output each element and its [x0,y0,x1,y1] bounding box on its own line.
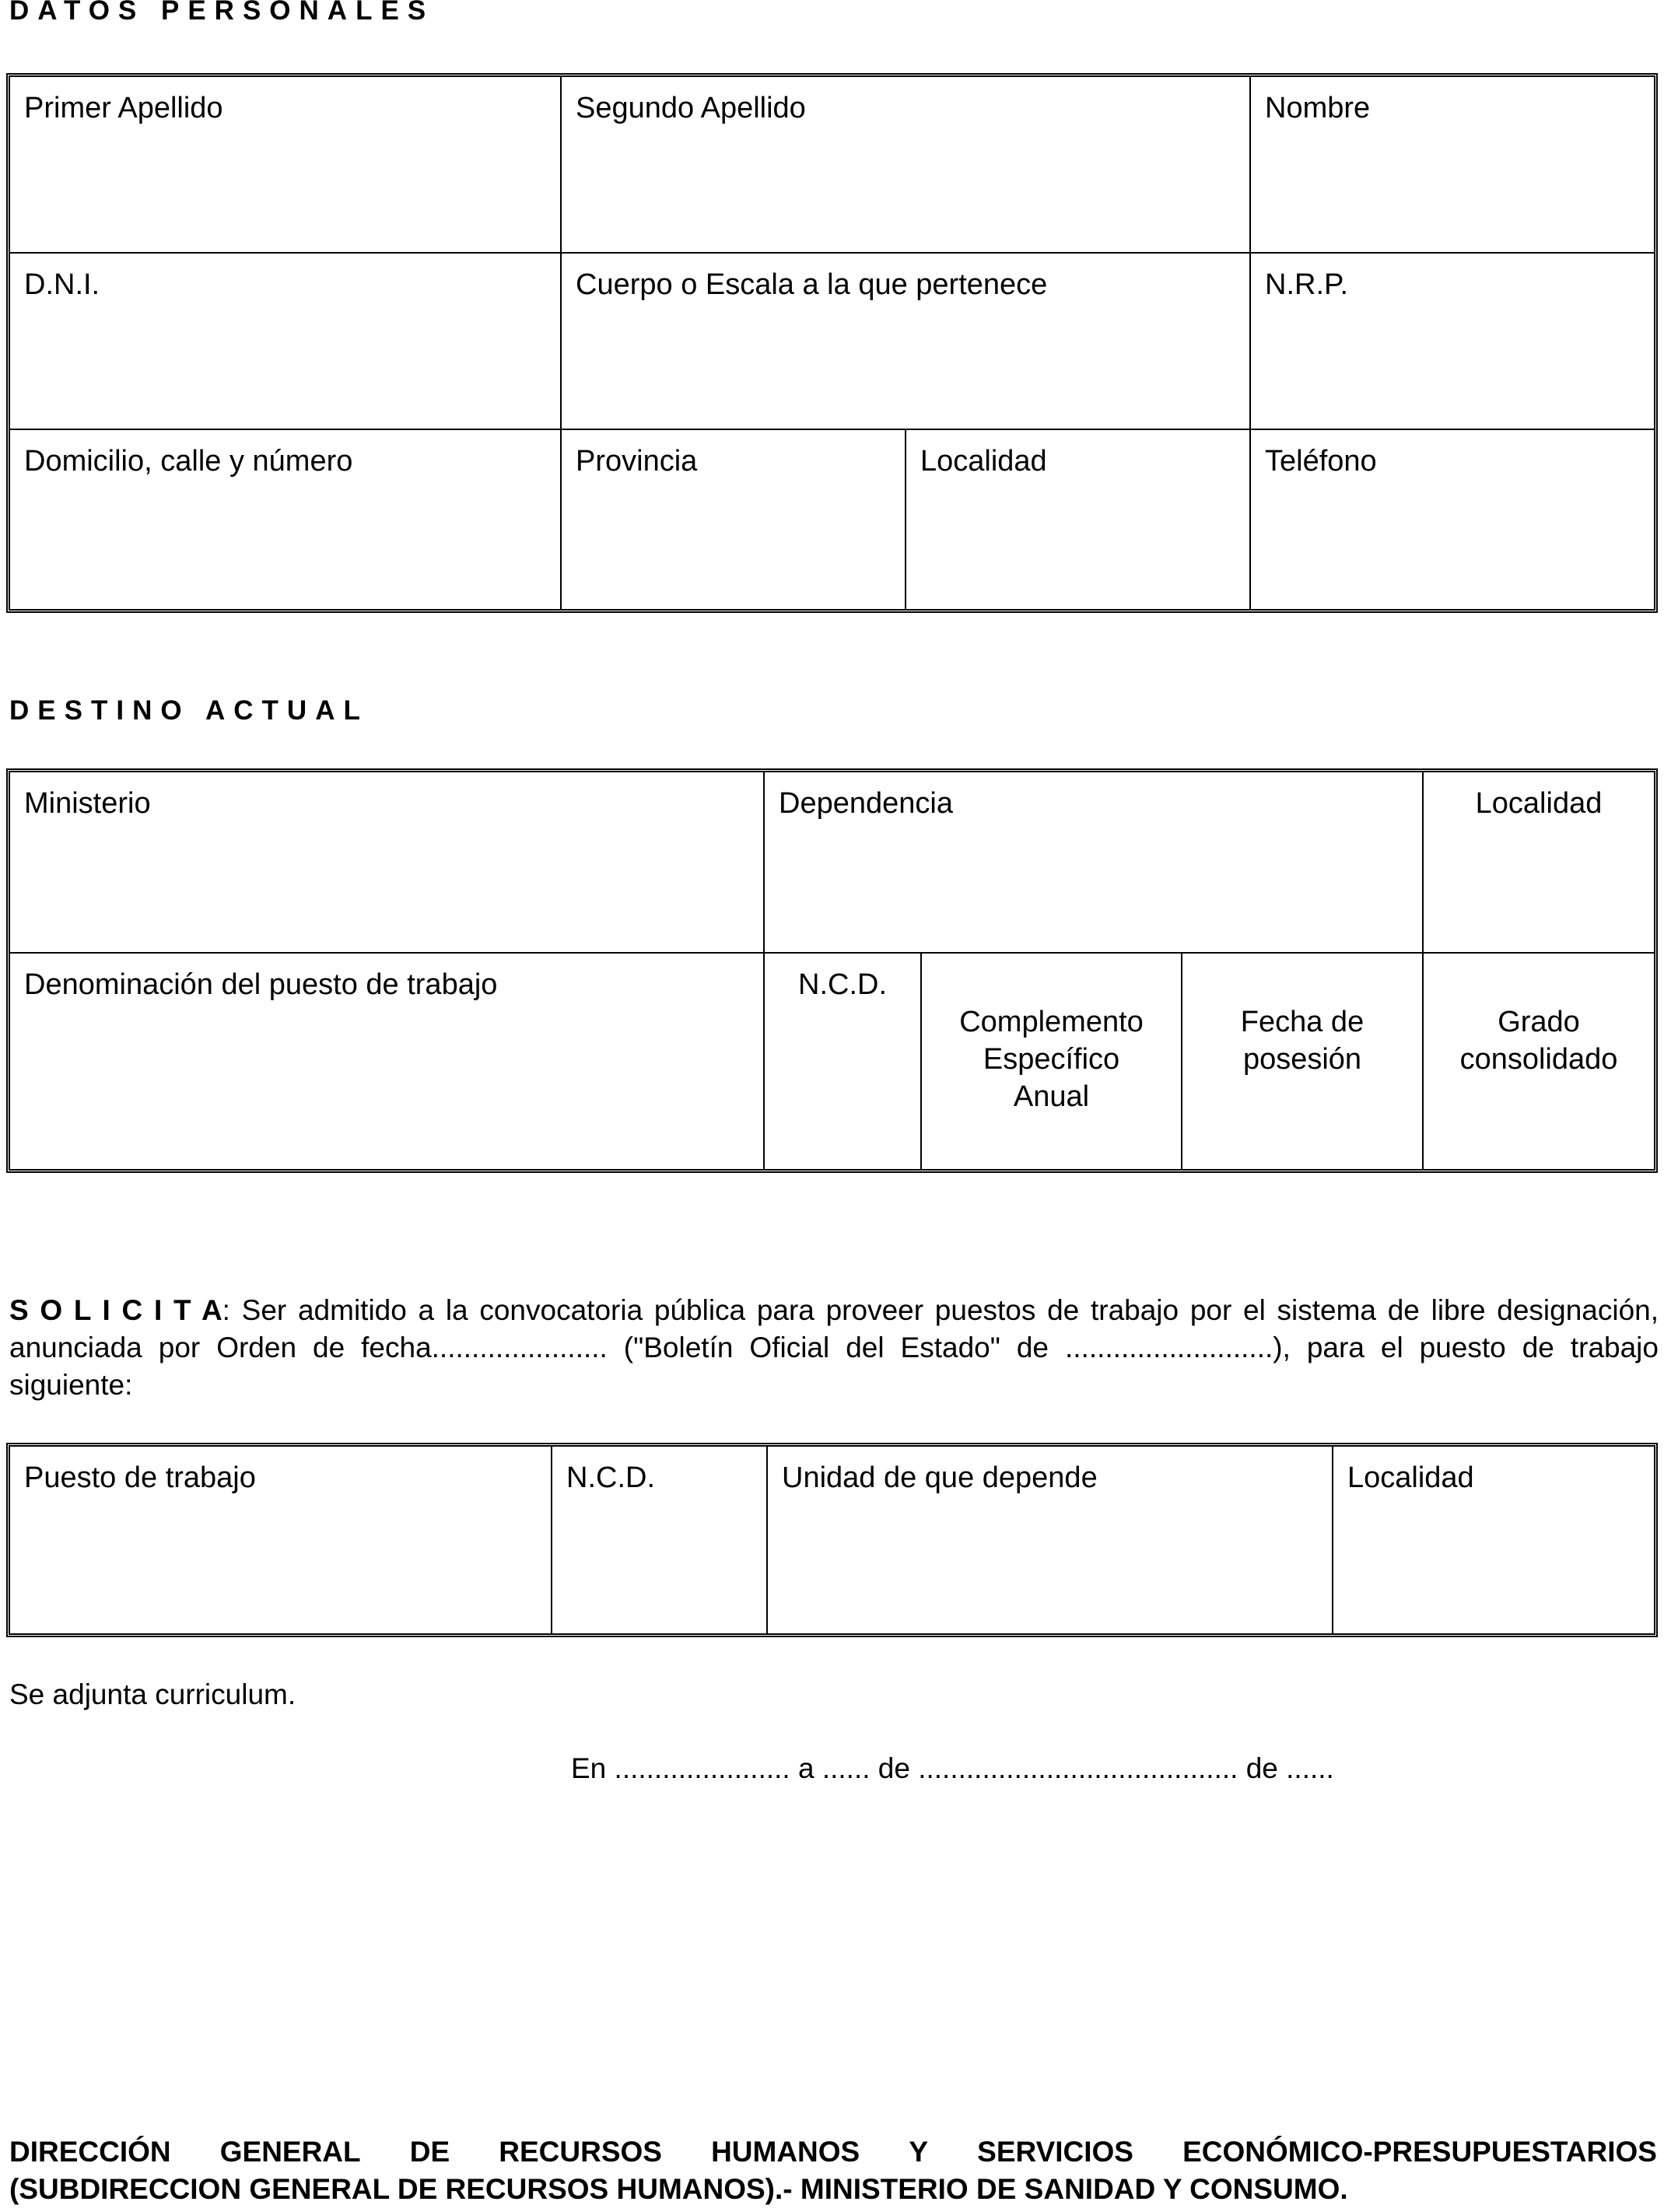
telefono-field[interactable] [1251,430,1654,609]
destino-localidad-field[interactable] [1424,772,1654,952]
cuerpo-escala-label: Cuerpo o Escala a la que pertenece [576,268,1048,301]
segundo-apellido-field[interactable] [562,77,1249,252]
provincia-field[interactable] [562,430,905,609]
footer-word: RECURSOS [499,2136,662,2168]
localidad-field[interactable] [906,430,1249,609]
footer-word: SERVICIOS [977,2136,1133,2168]
destino-actual-heading: DESTINO ACTUAL [9,695,369,726]
domicilio-field[interactable] [10,430,560,609]
footer-line-1 [9,2133,1657,2171]
nombre-label: Nombre [1265,92,1371,124]
footer-word: GENERAL [219,2136,361,2168]
dependencia-field[interactable] [765,772,1422,952]
footer-word: HUMANOS [711,2136,860,2168]
puesto-trabajo-field[interactable] [10,1447,551,1633]
footer-word: ECONÓMICO-PRESUPUESTARIOS [1182,2136,1657,2168]
provincia-label: Provincia [576,445,698,478]
localidad-label: Localidad [920,445,1047,478]
ministerio-label: Ministerio [24,787,151,820]
dni-field[interactable] [10,254,560,429]
place-date-line: En ...................... a ...... de ........................................ de ...... [571,1752,1334,1784]
primer-apellido-field[interactable] [10,77,560,252]
solicita-word: S O L I C I T A [9,1294,222,1326]
puesto-solicitado-form [6,1443,1658,1637]
puesto-ncd-field[interactable] [552,1447,766,1633]
solicita-text: Ser admitido a la convocatoria pública para proveer puestos de trabajo por el sistema de libre designación, anunciada por Orden de fecha...................... ("Boletín Oficial del Estado" de ..........................), para el puesto de trabajo siguiente: [9,1294,1659,1401]
nrp-label: N.R.P. [1265,268,1349,301]
complemento-especifico-label: Complemento Específico Anual [959,1006,1144,1113]
segundo-apellido-label: Segundo Apellido [576,92,806,124]
puesto-localidad-label: Localidad [1347,1461,1474,1494]
denominacion-puesto-field[interactable] [10,954,763,1169]
complemento-especifico-field[interactable] [922,954,1181,1169]
footer-authority [9,2133,1657,2208]
unidad-depende-field[interactable] [768,1447,1332,1633]
ministerio-field[interactable] [10,772,763,952]
destino-localidad-label: Localidad [1475,787,1603,820]
datos-personales-heading: DATOS PERSONALES [9,0,435,26]
fecha-posesion-label: Fecha de posesión [1240,1006,1364,1076]
fecha-posesion-field[interactable] [1182,954,1422,1169]
footer-line-2: (SUBDIRECCION GENERAL DE RECURSOS HUMANOS).- MINISTERIO DE SANIDAD Y CONSUMO. [9,2173,1348,2205]
puesto-localidad-field[interactable] [1333,1447,1654,1633]
destino-ncd-label: N.C.D. [798,968,887,1001]
nombre-field[interactable] [1251,77,1654,252]
footer-word: DE [409,2136,450,2168]
solicita-colon: : [222,1294,230,1326]
dependencia-label: Dependencia [779,787,953,820]
domicilio-label: Domicilio, calle y número [24,445,353,478]
footer-word: Y [909,2136,929,2168]
grado-consolidado-label: Grado consolidado [1459,1006,1618,1076]
dni-label: D.N.I. [24,268,100,301]
destino-actual-form [6,768,1658,1173]
footer-word: DIRECCIÓN [9,2136,171,2168]
unidad-depende-label: Unidad de que depende [782,1461,1098,1494]
puesto-trabajo-label: Puesto de trabajo [24,1461,256,1494]
datos-personales-form [6,73,1658,613]
denominacion-puesto-label: Denominación del puesto de trabajo [24,968,498,1001]
curriculum-note: Se adjunta curriculum. [9,1678,296,1710]
cuerpo-escala-field[interactable] [562,254,1249,429]
primer-apellido-label: Primer Apellido [24,92,223,124]
telefono-label: Teléfono [1265,445,1377,478]
destino-ncd-field[interactable] [765,954,920,1169]
puesto-ncd-label: N.C.D. [566,1461,655,1494]
solicita-paragraph [9,1292,1659,1404]
grado-consolidado-field[interactable] [1424,954,1654,1169]
nrp-field[interactable] [1251,254,1654,429]
